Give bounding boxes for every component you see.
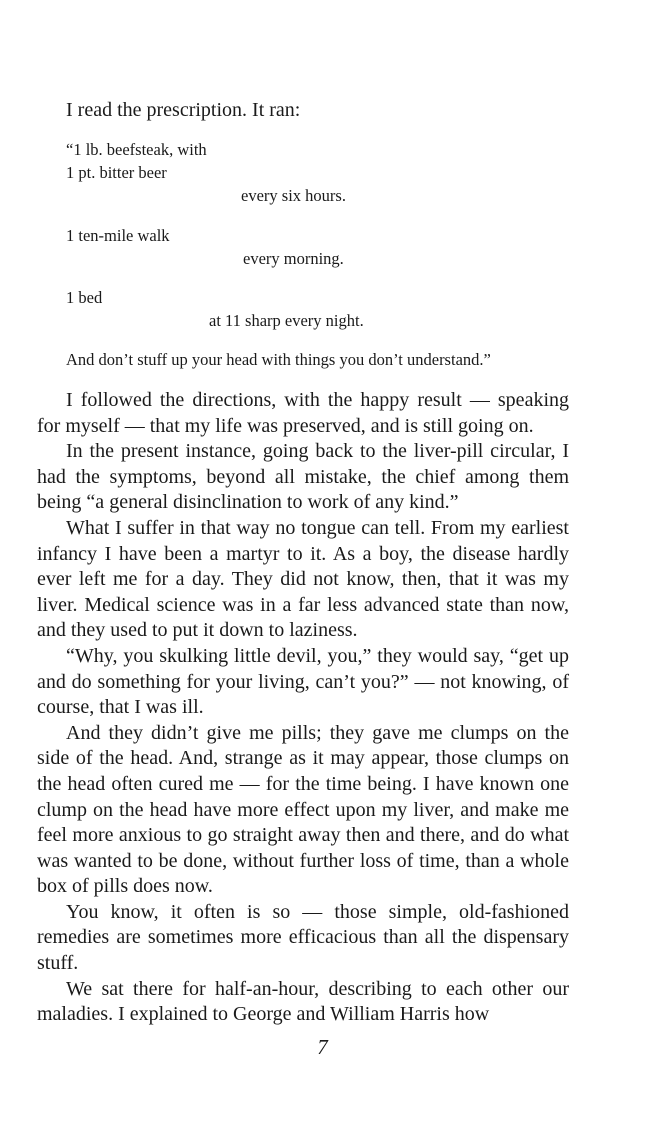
paragraph: “Why, you skulking little devil, you,” they would say, “get up and do something for your living, can’t you?” — not knowing, of course, that I was ill. xyxy=(37,644,569,719)
prescription-line-beer: 1 pt. bitter beer xyxy=(66,163,167,182)
paragraph: You know, it often is so — those simple, old-fashioned remedies are sometimes more efficacious than all the dispensary stuff. xyxy=(37,900,569,975)
prescription-line-walk: 1 ten-mile walk xyxy=(66,226,170,245)
paragraph: I followed the directions, with the happy result — speaking for myself — that my life was preserved, and is still going on. xyxy=(37,389,569,437)
prescription-line-beefsteak: “1 lb. beefsteak, with xyxy=(66,140,207,159)
prescription-line-bed: 1 bed xyxy=(66,288,103,307)
body-text xyxy=(37,388,569,1028)
prescription-line-night: at 11 sharp every night. xyxy=(209,311,364,330)
prescription-line-morning: every morning. xyxy=(243,249,344,268)
prescription-line-closing: And don’t stuff up your head with things you don’t understand.” xyxy=(66,350,491,369)
intro-line: I read the prescription. It ran: xyxy=(66,99,301,121)
page-number: 7 xyxy=(317,1035,328,1059)
paragraph: In the present instance, going back to the liver-pill circular, I had the symptoms, beyond all mistake, the chief among them being “a general disinclination to work of any kind.” xyxy=(37,440,569,514)
paragraph: And they didn’t give me pills; they gave me clumps on the side of the head. And, strange as it may appear, those clumps on the head often cured me — for the time being. I have known one clump on the head have more effect upon my liver, and make me feel more anxious to go straight away then and there, and do what was wanted to be done, without further loss of time, than a whole box of pills does now. xyxy=(37,721,569,898)
prescription-line-six-hours: every six hours. xyxy=(241,186,346,205)
paragraph: What I suffer in that way no tongue can tell. From my earliest infancy I have been a martyr to it. As a boy, the disease hardly ever left me for a day. They did not know, then, that it was my liver. Medical science was in a far less advanced state than now, and they used to put it down to laziness. xyxy=(37,516,569,642)
paragraph: We sat there for half-an-hour, describing to each other our maladies. I explained to George and William Harris how xyxy=(37,977,569,1026)
